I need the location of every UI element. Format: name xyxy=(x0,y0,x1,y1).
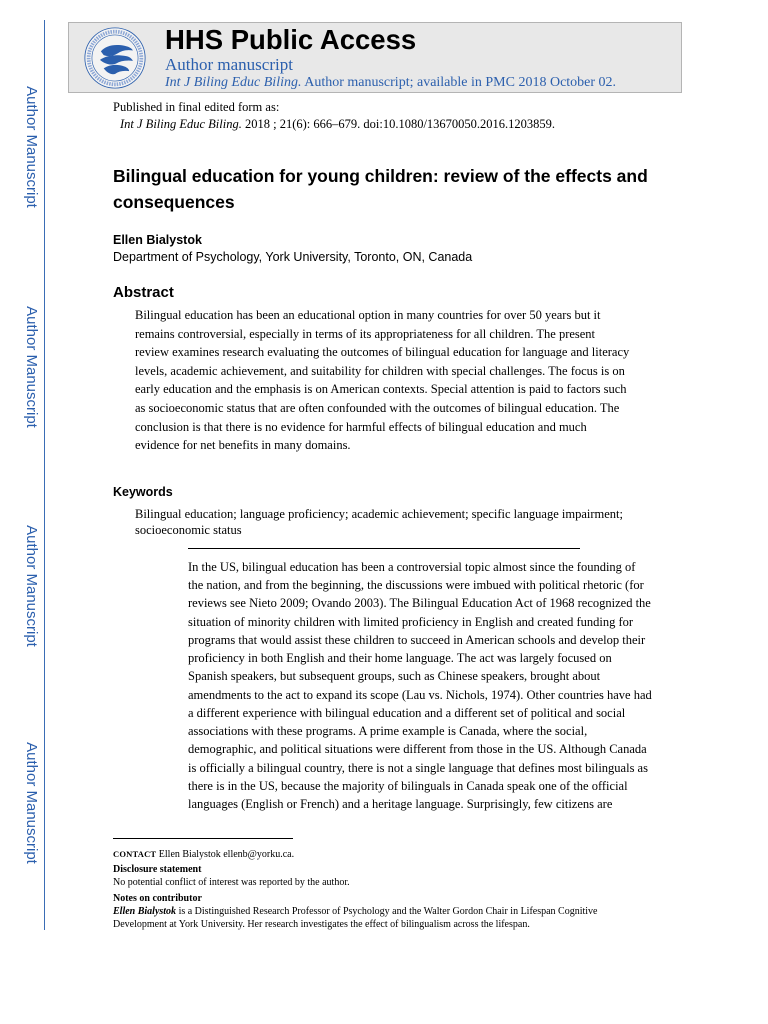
author-affiliation: Department of Psychology, York University, Toronto, ON, Canada xyxy=(113,250,473,264)
contributor-heading: Notes on contributor xyxy=(113,893,202,904)
body-line: situation of minority children with limited proficiency in English and created funding for xyxy=(188,614,634,629)
header-journal-name: Int J Biling Educ Biling. xyxy=(165,75,302,90)
abstract-line: as socioeconomic status that are often confounded with the outcomes of bilingual education. The xyxy=(135,400,620,415)
article-title: Bilingual education for young children: review of the effects and consequences xyxy=(113,166,648,212)
abstract-text xyxy=(135,306,629,455)
contact-end: . xyxy=(291,849,295,860)
abstract-line: review examines research evaluating the outcomes of bilingual education for language and literacy xyxy=(135,345,630,360)
contact-name: Ellen Bialystok xyxy=(158,849,221,860)
abstract-heading: Abstract xyxy=(113,284,174,301)
keywords-heading: Keywords xyxy=(113,485,173,499)
abstract-line: evidence for net benefits in many domains. xyxy=(135,438,351,453)
header-title: HHS Public Access xyxy=(165,24,417,55)
header-journal-line xyxy=(165,75,616,91)
disclosure-heading: Disclosure statement xyxy=(113,864,202,875)
body-line: demographic, and political situations were different from those in the US. Although Canada xyxy=(188,742,647,757)
doi-link[interactable]: doi:10.1080/13670050.2016.1203859. xyxy=(363,117,556,131)
body-line: proficiency in both English and their home language. The act was largely focused on xyxy=(188,651,612,666)
body-line: In the US, bilingual education has been a controversial topic almost since the founding of xyxy=(188,560,636,574)
body-line: Spanish speakers, but subsequent groups, such as Chinese speakers, brought about xyxy=(188,669,601,684)
body-top-rule xyxy=(188,548,580,549)
footnote-rule xyxy=(113,838,293,839)
body-line: a different experience with bilingual education and a different set of political and social xyxy=(188,705,626,720)
hhs-seal-icon xyxy=(83,26,147,90)
contributor-text-line: Development at York University. Her research investigates the effect of bilingualism across the lifespan. xyxy=(113,919,530,930)
disclosure-text: No potential conflict of interest was reported by the author. xyxy=(113,877,350,888)
contact-note xyxy=(113,848,294,861)
citation-journal: Int J Biling Educ Biling. xyxy=(120,117,242,131)
citation-details: 2018 ; 21(6): 666–679. xyxy=(244,117,361,131)
keywords-text: Bilingual education; language proficiency; academic achievement; specific language impairment; socioeconomic status xyxy=(135,507,623,537)
contact-email-link[interactable]: ellenb@yorku.ca xyxy=(223,849,292,860)
body-line: languages (English or French) and a heritage language. Surprisingly, few citizens are xyxy=(188,797,613,812)
body-line: there is in the US, because the majority of bilinguals in Canada speak one of the official xyxy=(188,778,628,793)
abstract-line: conclusion is that there is no evidence for harmful effects of bilingual education and much xyxy=(135,419,587,434)
header-banner xyxy=(68,22,682,93)
margin-label-author-manuscript: Author Manuscript xyxy=(23,525,40,647)
margin-label-author-manuscript: Author Manuscript xyxy=(23,742,40,864)
body-line: is officially a bilingual country, there is not a single language that defines most bilinguals as xyxy=(188,760,648,775)
header-availability: Author manuscript; available in PMC 2018 October 02. xyxy=(304,75,617,90)
contributor-note xyxy=(113,905,598,918)
left-margin-rule xyxy=(44,20,45,930)
abstract-line: Bilingual education has been an educational option in many countries for over 50 years but it xyxy=(135,308,601,322)
author-name: Ellen Bialystok xyxy=(113,233,202,247)
contact-label: CONTACT xyxy=(113,849,157,859)
header-subtitle: Author manuscript xyxy=(165,55,293,74)
abstract-line: remains controversial, especially in terms of its appropriateness for all children. The present xyxy=(135,326,596,341)
body-line: programs that would assist these children to succeed in American schools and develop their xyxy=(188,632,646,647)
body-line: associations with these programs. A prime example is Canada, where the social, xyxy=(188,724,588,739)
citation-intro: Published in final edited form as: xyxy=(113,100,280,114)
citation-line xyxy=(120,116,555,132)
body-text xyxy=(188,558,652,813)
body-line: the nation, and from the beginning, the discussions were imbued with political rhetoric (for xyxy=(188,578,644,593)
margin-label-author-manuscript: Author Manuscript xyxy=(23,86,40,208)
body-line: reviews see Nieto 2009; Ovando 2003). The Bilingual Education Act of 1968 recognized the xyxy=(188,596,651,611)
contributor-name: Ellen Bialystok xyxy=(113,906,177,917)
margin-label-author-manuscript: Author Manuscript xyxy=(23,306,40,428)
contributor-text-line: is a Distinguished Research Professor of Psychology and the Walter Gordon Chair in Lifespan Cognitive xyxy=(178,906,598,917)
abstract-line: early education and the emphasis is on American contexts. Special attention is paid to factors such xyxy=(135,382,627,397)
body-line: amendments to the act to expand its scope (Lau vs. Nichols, 1974). Other countries have had xyxy=(188,687,652,702)
abstract-line: levels, academic achievement, and suitability for children with special challenges. The focus is on xyxy=(135,363,625,378)
